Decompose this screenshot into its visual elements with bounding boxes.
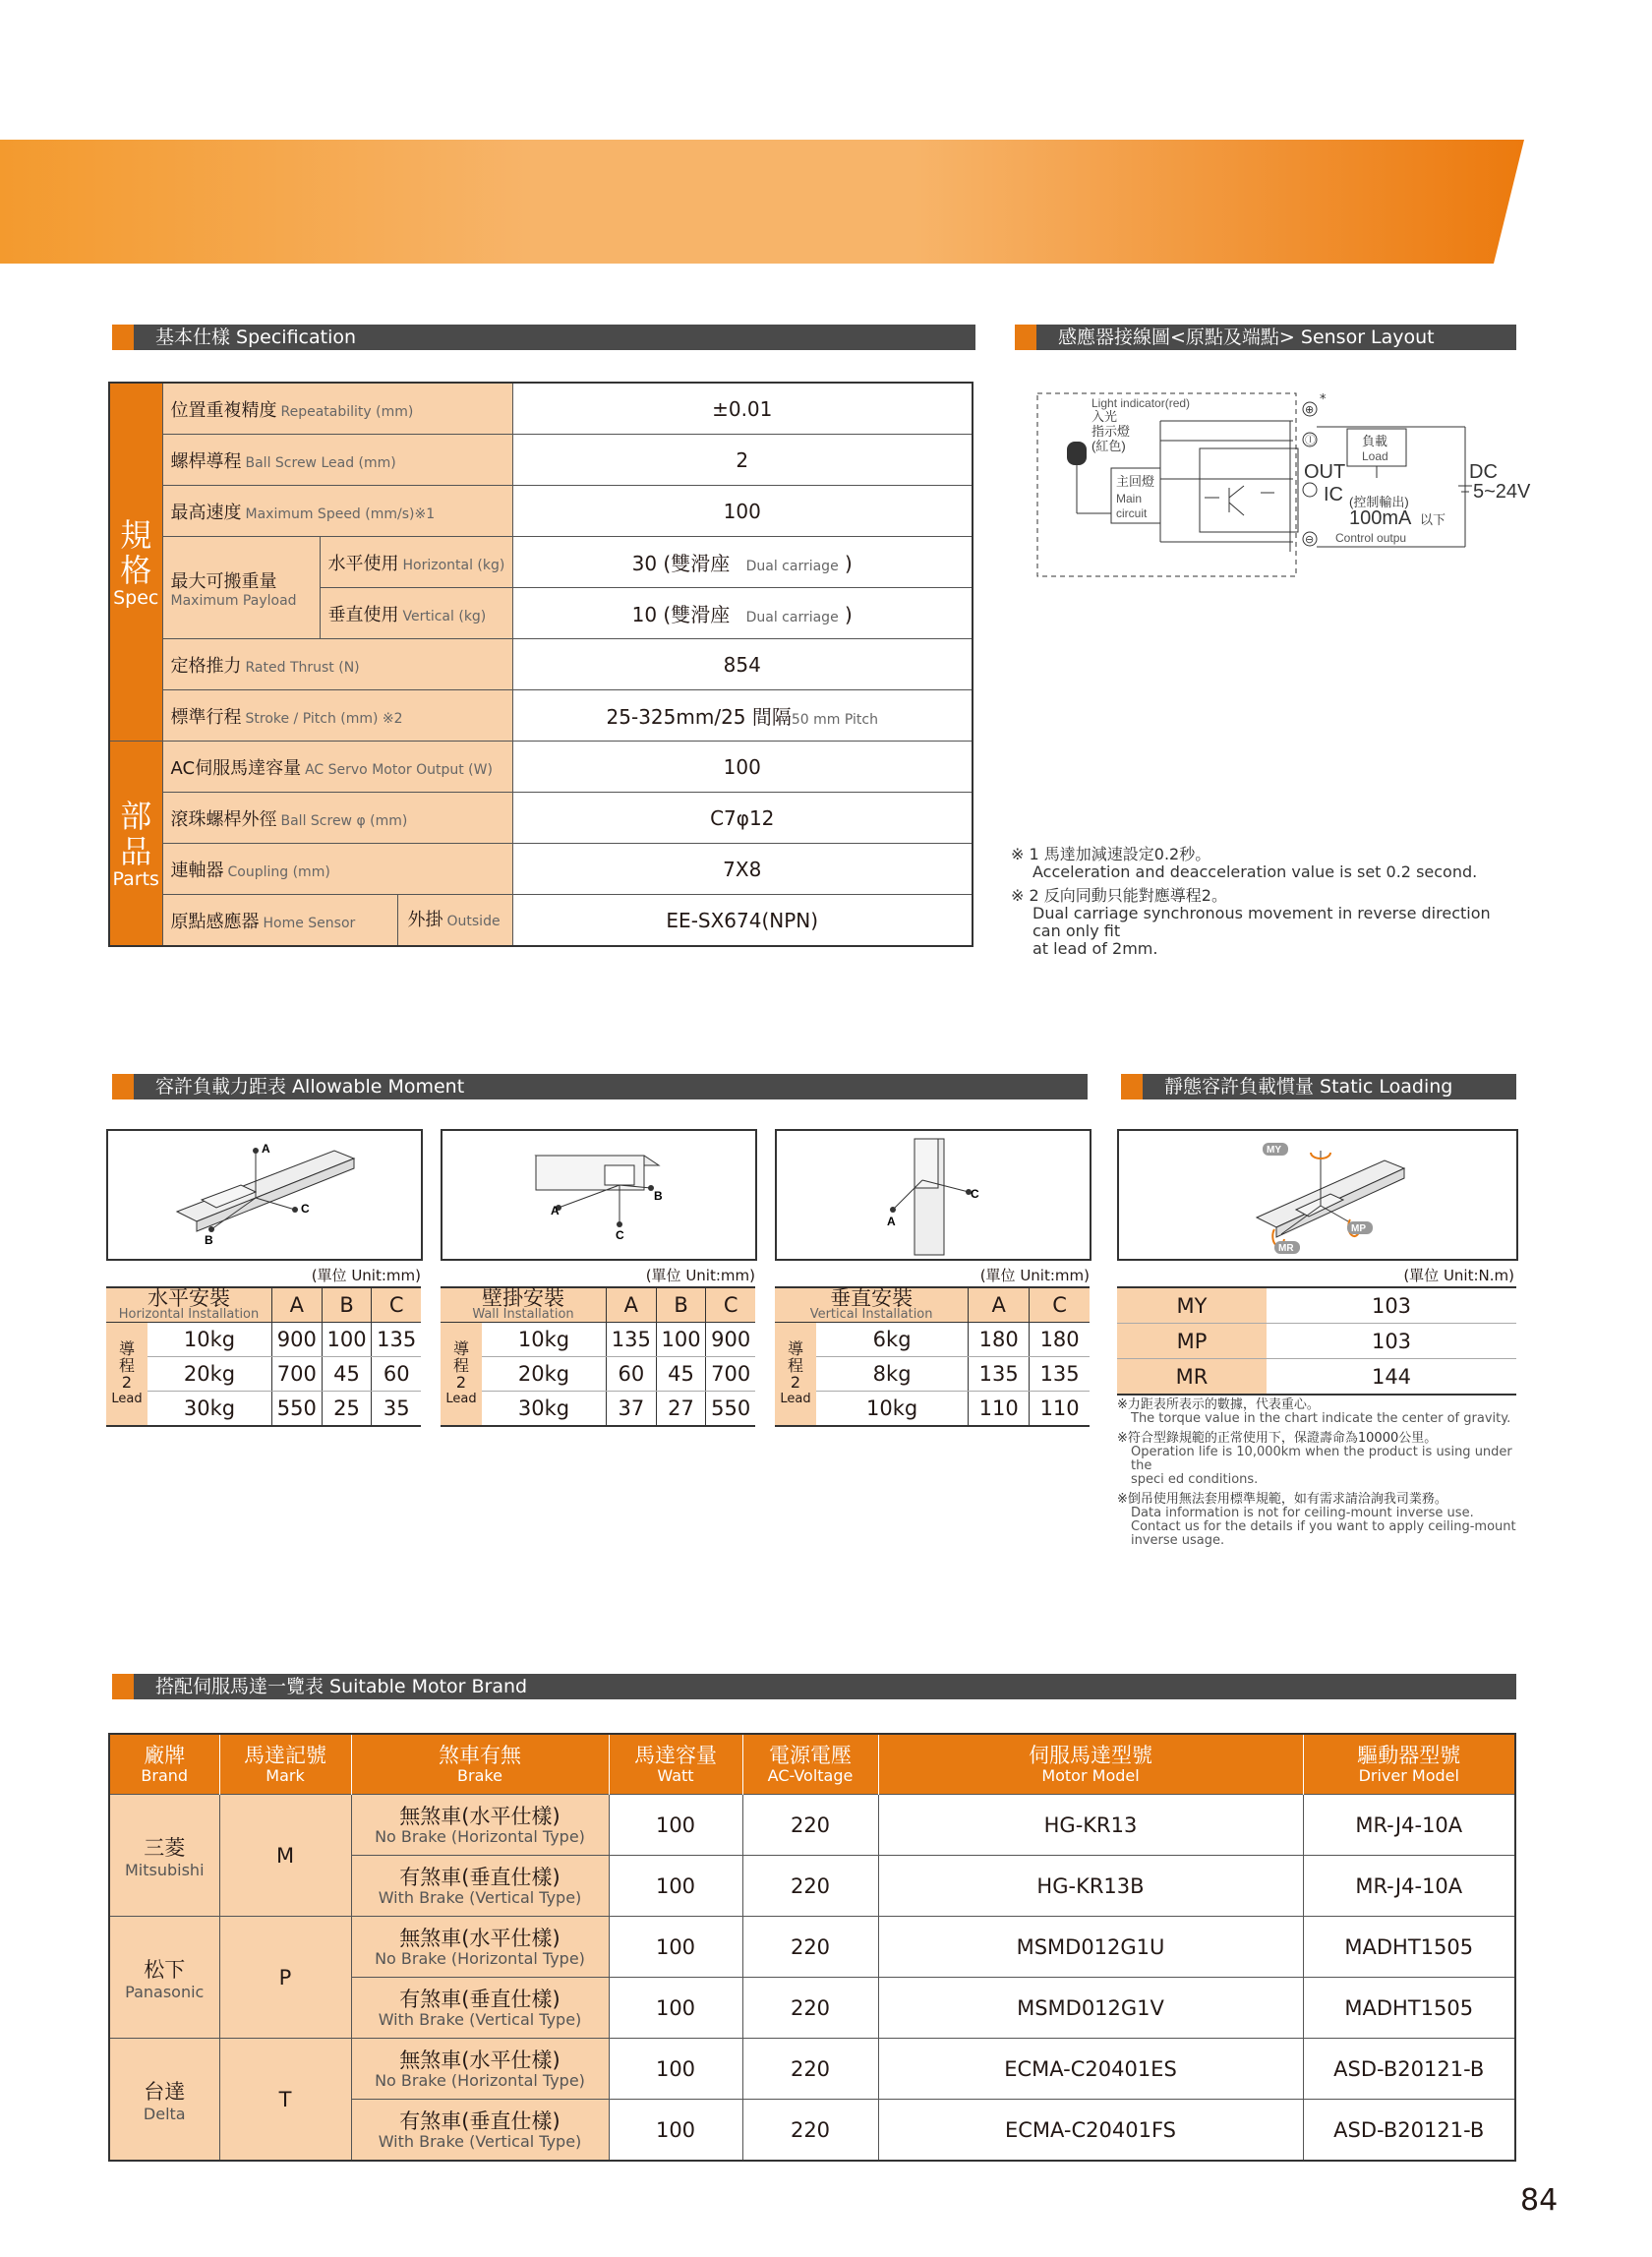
sensor-section-header bbox=[1015, 325, 1516, 350]
col-header: A bbox=[271, 1287, 322, 1323]
brake-cell: 無煞車(水平仕樣) No Brake (Horizontal Type) bbox=[351, 2039, 609, 2100]
moment-table-vertical bbox=[775, 1286, 1090, 1427]
fig-label-c: C bbox=[616, 1228, 624, 1242]
motor-header-row bbox=[109, 1734, 1515, 1795]
static-note-en: Data information is not for ceiling-mount inverse use. bbox=[1131, 1506, 1474, 1520]
mark-cell: T bbox=[219, 2039, 351, 2162]
fig-label-my: MY bbox=[1267, 1145, 1281, 1156]
col-motor-model: 伺服馬達型號 Motor Model bbox=[878, 1734, 1303, 1795]
static-moment-figure bbox=[1117, 1129, 1518, 1261]
spec-label: 螺桿導程 Ball Screw Lead (mm) bbox=[162, 435, 512, 486]
ctrl-suffix: 以下 bbox=[1420, 512, 1446, 527]
spec-label: AC伺服馬達容量 AC Servo Motor Output (W) bbox=[162, 742, 512, 793]
brand-cell: 台達 Delta bbox=[109, 2039, 219, 2162]
table-row: 導 程 2 Lead 10kg 900 100 135 bbox=[106, 1323, 421, 1357]
spec-value: 10 (雙滑座 Dual carriage ) bbox=[512, 588, 973, 639]
spec-value: EE-SX674(NPN) bbox=[512, 895, 973, 947]
brand-cell: 松下 Panasonic bbox=[109, 1917, 219, 2039]
static-note-en: speci ed conditions. bbox=[1131, 1472, 1259, 1487]
light-zh-2: 指示燈 bbox=[1092, 424, 1131, 439]
spec-section-header bbox=[112, 325, 975, 350]
vertical-install-figure bbox=[775, 1129, 1092, 1261]
col-brake: 煞車有無 Brake bbox=[351, 1734, 609, 1795]
table-row: MP 103 bbox=[1117, 1324, 1516, 1359]
static-header-text: 靜態容許負載慣量 Static Loading Moment bbox=[1121, 1076, 1453, 1123]
sensor-header-text: 感應器接線圖<原點及端點> Sensor Layout bbox=[1058, 327, 1435, 348]
moment-unit-1: (單位 Unit:mm) bbox=[311, 1267, 421, 1284]
motor-section-header bbox=[112, 1674, 1516, 1699]
spec-label: 連軸器 Coupling (mm) bbox=[162, 844, 512, 895]
note-1-en: Acceleration and deacceleration value is set 0.2 second. bbox=[1032, 862, 1478, 881]
fig-label-c: C bbox=[971, 1187, 979, 1201]
static-notes bbox=[1117, 1398, 1530, 1548]
spec-label: 標準行程 Stroke / Pitch (mm) ※2 bbox=[162, 690, 512, 742]
spec-value: 7X8 bbox=[512, 844, 973, 895]
spec-value: C7φ12 bbox=[512, 793, 973, 844]
spec-row bbox=[109, 435, 973, 486]
spec-row bbox=[109, 486, 973, 537]
fig-label-mr: MR bbox=[1278, 1243, 1294, 1254]
main-circuit-zh: 主回燈 bbox=[1116, 474, 1155, 489]
dc-label: DC bbox=[1469, 461, 1498, 483]
col-voltage: 電源電壓 AC-Voltage bbox=[742, 1734, 878, 1795]
static-note-zh: ※符合型錄規範的正常使用下，保證壽命為10000公里。 bbox=[1117, 1431, 1438, 1446]
main-circuit-en1: Main bbox=[1116, 492, 1143, 505]
fig-label-mp: MP bbox=[1351, 1223, 1366, 1234]
spec-label: 最高速度 Maximum Speed (mm/s)※1 bbox=[162, 486, 512, 537]
spec-notes bbox=[1011, 846, 1522, 958]
moment-section-header bbox=[112, 1074, 1088, 1099]
parts-category-zh: 部品 bbox=[120, 797, 152, 870]
col-mark: 馬達記號 Mark bbox=[219, 1734, 351, 1795]
moment-unit-2: (單位 Unit:mm) bbox=[645, 1267, 755, 1284]
light-indicator-label: Light indicator(red) bbox=[1092, 396, 1191, 410]
table-row: 有煞車(垂直仕樣) With Brake (Vertical Type) 100 220 HG-KR13B MR-J4-10A bbox=[109, 1856, 1515, 1917]
spec-value: 2 bbox=[512, 435, 973, 486]
table-row: 20kg 700 45 60 bbox=[106, 1357, 421, 1392]
table-row: MR 144 bbox=[1117, 1359, 1516, 1396]
light-indicator-icon bbox=[1067, 442, 1087, 465]
ctrl-value: 100mA bbox=[1349, 507, 1412, 529]
static-section-header bbox=[1121, 1074, 1516, 1123]
motor-table bbox=[108, 1733, 1516, 2162]
lead-label: 導 程 2 Lead bbox=[441, 1323, 482, 1427]
moment-header-text: 容許負載力距表 Allowable Moment bbox=[155, 1076, 465, 1098]
spec-value: 25-325mm/25 間隔50 mm Pitch bbox=[512, 690, 973, 742]
top-banner bbox=[0, 140, 1524, 264]
table-row: 松下 Panasonic P 無煞車(水平仕樣) No Brake (Horizontal Type) 100 220 MSMD012G1U MADHT1505 bbox=[109, 1917, 1515, 1978]
spec-value: ±0.01 bbox=[512, 383, 973, 435]
static-unit: (單位 Unit:N.m) bbox=[1403, 1267, 1514, 1284]
spec-label: 原點感應器 Home Sensor 外掛 Outside bbox=[162, 895, 512, 947]
table-row: 有煞車(垂直仕樣) With Brake (Vertical Type) 100 220 ECMA-C20401FS ASD-B20121-B bbox=[109, 2100, 1515, 2162]
star-mark: * bbox=[1320, 392, 1327, 407]
moment-table-horizontal bbox=[106, 1286, 421, 1427]
sensor-wiring-diagram bbox=[1032, 389, 1544, 586]
table-row: 30kg 37 27 550 bbox=[441, 1392, 755, 1427]
col-driver-model: 驅動器型號 Driver Model bbox=[1303, 1734, 1515, 1795]
spec-row bbox=[109, 793, 973, 844]
static-note-en: The torque value in the chart indicate the center of gravity. bbox=[1131, 1411, 1511, 1426]
brake-cell: 無煞車(水平仕樣) No Brake (Horizontal Type) bbox=[351, 1917, 609, 1978]
table-title: 垂直安裝 Vertical Installation bbox=[775, 1287, 969, 1323]
spec-category-en: Spec bbox=[113, 586, 159, 609]
table-row: 導 程 2 Lead 10kg 135 100 900 bbox=[441, 1323, 755, 1357]
spec-row bbox=[109, 383, 973, 435]
spec-row bbox=[109, 690, 973, 742]
light-zh-3: (紅色) bbox=[1092, 439, 1126, 453]
l-terminal-icon: ⓛ bbox=[1305, 434, 1316, 446]
main-circuit-en2: circuit bbox=[1116, 506, 1148, 520]
col-watt: 馬達容量 Watt bbox=[609, 1734, 742, 1795]
spec-category-zh: 規格 bbox=[120, 515, 152, 589]
spec-header-text: 基本仕樣 Specification bbox=[155, 327, 357, 348]
spec-sublabel: 外掛 Outside bbox=[397, 895, 501, 945]
static-note-en: inverse usage. bbox=[1131, 1533, 1225, 1548]
spec-sublabel: 水平使用 Horizontal (kg) bbox=[320, 537, 512, 588]
spec-row bbox=[109, 537, 973, 588]
spec-row bbox=[109, 742, 973, 793]
load-zh: 負載 bbox=[1362, 434, 1388, 448]
ctrl-zh: (控制輸出) bbox=[1349, 495, 1409, 509]
fig-label-b: B bbox=[654, 1189, 663, 1203]
spec-category bbox=[109, 383, 162, 742]
spec-sublabel: 垂直使用 Vertical (kg) bbox=[320, 588, 512, 639]
parts-category-en: Parts bbox=[112, 867, 159, 890]
light-zh-1: 入光 bbox=[1092, 409, 1118, 424]
note-2-zh: ※ 2 反向同動只能對應導程2。 bbox=[1011, 886, 1227, 905]
spec-row bbox=[109, 895, 973, 947]
table-title: 壁掛安裝 Wall Installation bbox=[441, 1287, 606, 1323]
spec-label: 滾珠螺桿外徑 Ball Screw φ (mm) bbox=[162, 793, 512, 844]
fig-label-c: C bbox=[301, 1202, 310, 1216]
motor-header-text: 搭配伺服馬達一覽表 Suitable Motor Brand bbox=[155, 1676, 528, 1697]
table-row: 30kg 550 25 35 bbox=[106, 1392, 421, 1427]
moment-table-wall bbox=[441, 1286, 755, 1427]
spec-label: 定格推力 Rated Thrust (N) bbox=[162, 639, 512, 690]
table-row: 台達 Delta T 無煞車(水平仕樣) No Brake (Horizontal Type) 100 220 ECMA-C20401ES ASD-B20121-B bbox=[109, 2039, 1515, 2100]
brand-cell: 三菱 Mitsubishi bbox=[109, 1795, 219, 1917]
spec-table bbox=[108, 382, 974, 947]
spec-row bbox=[109, 844, 973, 895]
fig-label-a: A bbox=[551, 1204, 560, 1218]
mark-cell: M bbox=[219, 1795, 351, 1917]
col-header: A bbox=[606, 1287, 656, 1323]
col-header: C bbox=[1030, 1287, 1090, 1323]
table-title: 水平安裝 Horizontal Installation bbox=[106, 1287, 271, 1323]
note-1-zh: ※ 1 馬達加減速設定0.2秒。 bbox=[1011, 845, 1211, 863]
spec-label: 位置重複精度 Repeatability (mm) bbox=[162, 383, 512, 435]
load-en: Load bbox=[1362, 449, 1388, 463]
fig-label-b: B bbox=[205, 1233, 213, 1247]
brake-cell: 有煞車(垂直仕樣) With Brake (Vertical Type) bbox=[351, 2100, 609, 2162]
static-note-en: Operation life is 10,000km when the product is using under the bbox=[1131, 1445, 1512, 1473]
page-number: 84 bbox=[1520, 2183, 1559, 2218]
col-header: B bbox=[322, 1287, 372, 1323]
brake-cell: 有煞車(垂直仕樣) With Brake (Vertical Type) bbox=[351, 1978, 609, 2039]
spec-label: 最大可搬重量 Maximum Payload bbox=[162, 537, 320, 639]
brake-cell: 無煞車(水平仕樣) No Brake (Horizontal Type) bbox=[351, 1795, 609, 1856]
minus-terminal-icon: ⊖ bbox=[1305, 533, 1315, 546]
plus-terminal-icon: ⊕ bbox=[1305, 403, 1315, 416]
spec-value: 100 bbox=[512, 742, 973, 793]
table-row: 20kg 60 45 700 bbox=[441, 1357, 755, 1392]
col-header: C bbox=[706, 1287, 755, 1323]
moment-unit-3: (單位 Unit:mm) bbox=[979, 1267, 1090, 1284]
table-row: 8kg 135 135 bbox=[775, 1357, 1090, 1392]
table-row: 導 程 2 Lead 6kg 180 180 bbox=[775, 1323, 1090, 1357]
spec-row bbox=[109, 639, 973, 690]
horizontal-install-figure bbox=[106, 1129, 423, 1261]
lead-label: 導 程 2 Lead bbox=[775, 1323, 816, 1427]
note-2-en: Dual carriage synchronous movement in reverse direction can only fit bbox=[1032, 904, 1491, 940]
col-header: B bbox=[656, 1287, 706, 1323]
static-moment-table bbox=[1117, 1286, 1516, 1396]
out-label: OUT bbox=[1304, 461, 1346, 483]
table-row: 三菱 Mitsubishi M 無煞車(水平仕樣) No Brake (Horizontal Type) 100 220 HG-KR13 MR-J4-10A bbox=[109, 1795, 1515, 1856]
spec-value: 854 bbox=[512, 639, 973, 690]
brake-cell: 有煞車(垂直仕樣) With Brake (Vertical Type) bbox=[351, 1856, 609, 1917]
static-note-zh: ※倒吊使用無法套用標準規範，如有需求請洽詢我司業務。 bbox=[1117, 1492, 1447, 1507]
mark-cell: P bbox=[219, 1917, 351, 2039]
table-row: 10kg 110 110 bbox=[775, 1392, 1090, 1427]
spec-value: 30 (雙滑座 Dual carriage ) bbox=[512, 537, 973, 588]
col-header: A bbox=[969, 1287, 1030, 1323]
table-row: 有煞車(垂直仕樣) With Brake (Vertical Type) 100 220 MSMD012G1V MADHT1505 bbox=[109, 1978, 1515, 2039]
note-2-en2: at lead of 2mm. bbox=[1032, 939, 1158, 958]
wall-install-figure bbox=[441, 1129, 757, 1261]
static-note-zh: ※力距表所表示的數據，代表重心。 bbox=[1117, 1397, 1320, 1412]
ctrl-en: Control outpu bbox=[1335, 531, 1407, 545]
spec-value: 100 bbox=[512, 486, 973, 537]
fig-label-a: A bbox=[887, 1215, 896, 1228]
static-note-en: Contact us for the details if you want to apply ceiling-mount bbox=[1131, 1519, 1516, 1534]
table-row: MY 103 bbox=[1117, 1287, 1516, 1324]
dc-voltage: 5~24V bbox=[1473, 481, 1531, 503]
lead-label: 導 程 2 Lead bbox=[106, 1323, 148, 1427]
fig-label-a: A bbox=[262, 1142, 270, 1156]
parts-category bbox=[109, 742, 162, 947]
col-brand: 廠牌 Brand bbox=[109, 1734, 219, 1795]
col-header: C bbox=[372, 1287, 421, 1323]
ic-label: IC bbox=[1324, 484, 1343, 505]
